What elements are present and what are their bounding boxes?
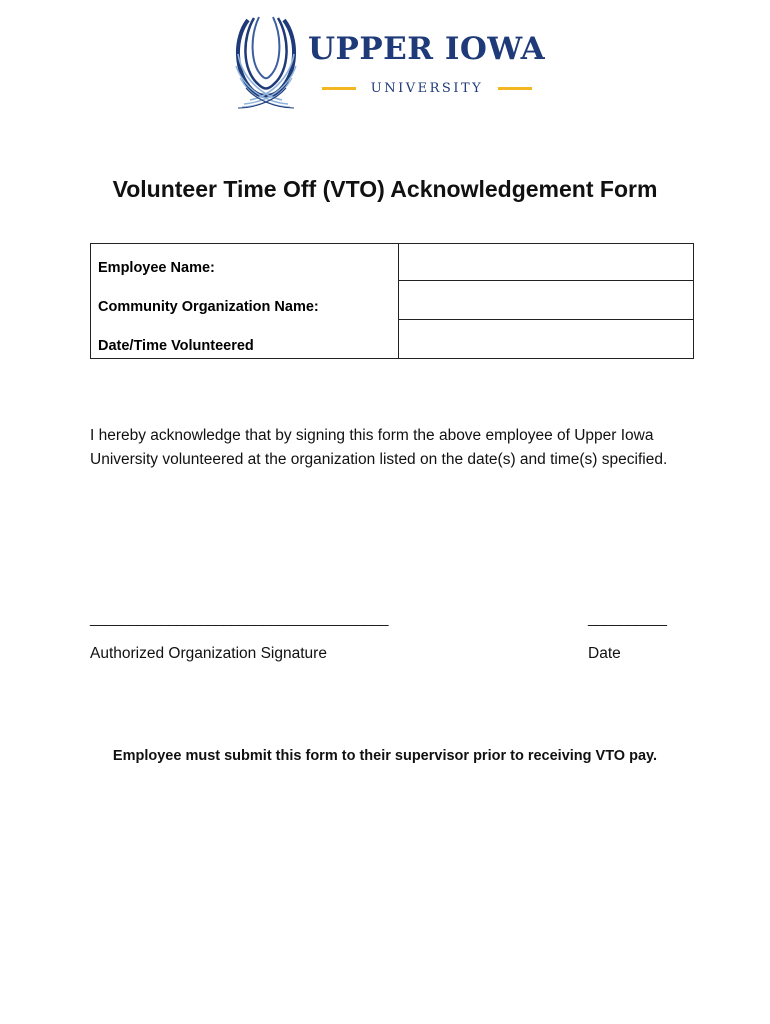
table-row: [91, 319, 694, 359]
employee-info-table: [90, 243, 694, 359]
table-row: [91, 244, 694, 281]
date-time-volunteered-field[interactable]: [399, 319, 694, 359]
form-title: Volunteer Time Off (VTO) Acknowledgement Form: [112, 176, 658, 202]
organization-name-field[interactable]: [399, 280, 694, 319]
logo-gold-bar-left: [322, 87, 356, 90]
logo-wordmark: UPPER IOWA: [308, 31, 546, 67]
acknowledgement-paragraph: I hereby acknowledge that by signing this form the above employee of Upper Iowa University volunteered at the organization listed on the date(s) and time(s) specified.: [90, 427, 668, 468]
table-row: [91, 280, 694, 319]
logo-mark-icon: [232, 14, 300, 110]
logo-gold-bar-right: [498, 87, 532, 90]
logo-subtitle-row: [322, 78, 532, 98]
university-logo: [232, 14, 552, 114]
date-label: Date: [588, 645, 621, 662]
signature-line[interactable]: ______________________________________: [90, 610, 389, 627]
organization-name-label: Community Organization Name:: [91, 280, 399, 319]
signature-label: Authorized Organization Signature: [90, 645, 327, 662]
date-line[interactable]: __________: [588, 610, 667, 627]
logo-subtitle: UNIVERSITY: [370, 80, 484, 96]
submission-note: Employee must submit this form to their supervisor prior to receiving VTO pay.: [112, 748, 658, 764]
date-time-volunteered-label: Date/Time Volunteered: [91, 319, 399, 359]
employee-name-label: Employee Name:: [91, 244, 399, 281]
employee-name-field[interactable]: [399, 244, 694, 281]
